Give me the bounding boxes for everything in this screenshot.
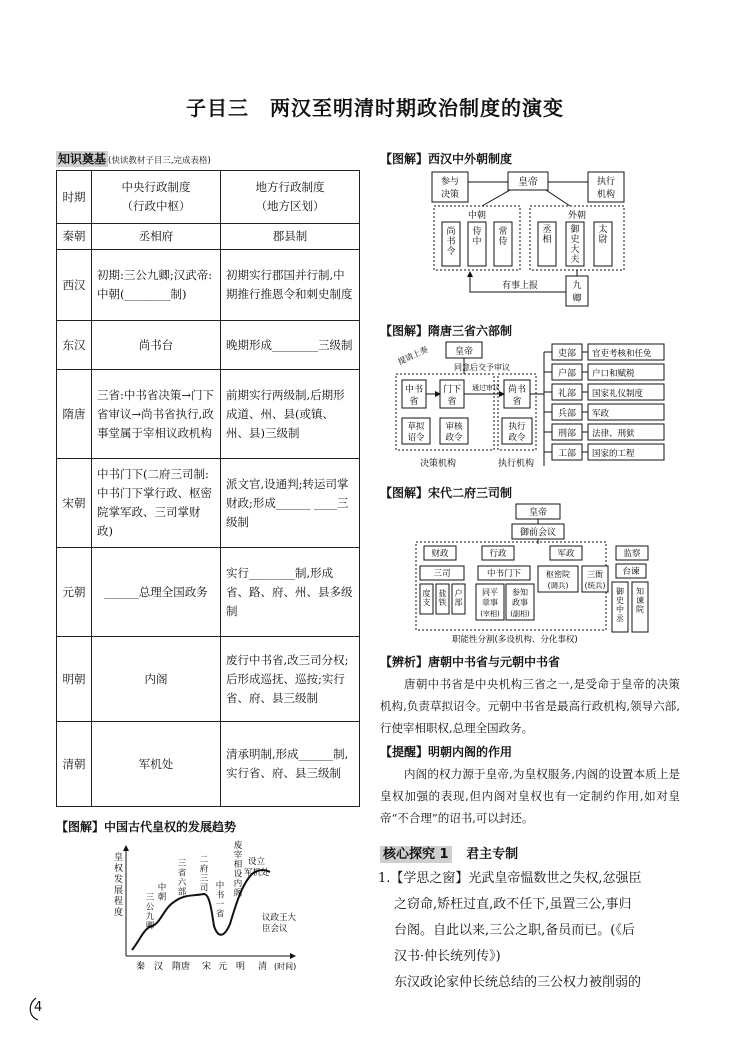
svg-text:御: 御: [616, 587, 624, 596]
dynasty-label: 汉: [154, 962, 164, 972]
svg-text:尉: 尉: [598, 235, 608, 245]
svg-text:皇: 皇: [114, 853, 124, 863]
svg-text:一: 一: [215, 900, 225, 910]
svg-text:大: 大: [570, 245, 580, 255]
svg-text:通过审议: 通过审议: [472, 384, 500, 392]
knowledge-heading: [56, 150, 211, 167]
han-inner-item: [472, 225, 481, 247]
svg-text:权: 权: [114, 864, 124, 874]
svg-text:发: 发: [114, 875, 124, 885]
song-category: 监察: [623, 549, 641, 559]
svg-text:阁: 阁: [233, 888, 243, 899]
svg-text:谏: 谏: [636, 596, 644, 605]
svg-text:卿: 卿: [572, 294, 582, 304]
svg-text:书: 书: [215, 890, 225, 901]
svg-text:枢密院: 枢密院: [546, 570, 570, 579]
ministry-row: [544, 384, 664, 400]
period-cell: 东汉: [57, 321, 92, 370]
svg-text:省: 省: [177, 868, 187, 879]
trend-xlabel: (时间): [274, 962, 297, 971]
sui-heading: 【图解】隋唐三省六部制: [380, 324, 513, 338]
trend-annotation: [244, 856, 270, 878]
local-cell: 实行________制,形成省、路、府、州、县多级制: [221, 548, 360, 637]
han-outer-item: [542, 224, 551, 245]
question-line: 台阁。自此以来,三公之职,备员而已。(《后: [394, 923, 635, 938]
svg-text:六: 六: [177, 878, 187, 888]
svg-text:(副相): (副相): [510, 610, 530, 618]
svg-text:兵部: 兵部: [557, 409, 577, 419]
dynasty-label: 清: [258, 962, 268, 972]
central-cell: 丞相府: [92, 224, 221, 250]
page-title: 子目三 两汉至明清时期政治制度的演变: [186, 96, 564, 120]
han-report: 有事上报: [502, 281, 539, 291]
han-diagram: [430, 168, 640, 318]
song-category: 行政: [489, 549, 507, 559]
svg-text:尚: 尚: [446, 227, 456, 237]
table-row: [57, 637, 360, 722]
period-cell: 元朝: [57, 548, 92, 637]
period-cell: 明朝: [57, 637, 92, 722]
sui-emperor: 皇帝: [454, 347, 474, 357]
han-outer-label: 外朝: [567, 211, 587, 221]
svg-text:机构: 机构: [596, 190, 616, 200]
svg-text:公: 公: [145, 902, 155, 913]
local-cell: 清承明制,形成______制,实行省、府、县三级制: [221, 722, 360, 807]
table-header-central: 中央行政制度 （行政中枢）: [92, 171, 221, 224]
han-outer-item: [570, 223, 579, 265]
svg-text:废: 废: [233, 841, 243, 851]
han-outer-item: [598, 223, 607, 245]
svg-text:户: 户: [454, 589, 463, 598]
svg-text:礼部: 礼部: [557, 389, 577, 399]
dynasty-label: 宋: [202, 962, 212, 972]
svg-text:工部: 工部: [557, 449, 577, 459]
song-sansi-item: [439, 588, 447, 607]
svg-text:三: 三: [177, 859, 187, 869]
central-cell: 内阁: [92, 637, 221, 722]
svg-text:铁: 铁: [438, 598, 447, 607]
svg-text:户口和赋税: 户口和赋税: [592, 369, 635, 379]
trend-ylabel: [114, 851, 123, 918]
svg-text:政事: 政事: [512, 598, 528, 607]
han-inner-item: [446, 225, 455, 257]
local-cell: 废行中书省,改三司分权;后形成巡抚、巡按;实行省、府、县三级制: [221, 637, 360, 722]
svg-text:门下: 门下: [442, 385, 462, 395]
period-cell: 西汉: [57, 250, 92, 321]
svg-text:展: 展: [114, 886, 124, 896]
svg-text:御: 御: [570, 225, 580, 235]
svg-text:执行: 执行: [508, 422, 526, 432]
song-diagram: [412, 502, 672, 647]
ministry-row: [544, 444, 664, 460]
svg-text:度: 度: [422, 589, 431, 598]
svg-text:九: 九: [572, 281, 582, 291]
svg-text:丞: 丞: [616, 614, 624, 623]
svg-text:令: 令: [446, 247, 456, 257]
svg-text:三衙: 三衙: [587, 570, 603, 579]
svg-text:臣会议: 臣会议: [262, 924, 288, 934]
svg-text:府: 府: [199, 864, 209, 875]
table-header-local: 地方行政制度 （地方区划）: [221, 171, 360, 224]
svg-text:审核: 审核: [445, 422, 463, 432]
local-cell: 前期实行两级制,后期形成道、州、县(或镇、州、县)三级制: [221, 370, 360, 459]
svg-text:内: 内: [233, 879, 243, 889]
question-line: 之窃命,矫枉过直,政不任下,虽置三公,事归: [394, 897, 632, 912]
song-emperor: 皇帝: [528, 508, 548, 518]
svg-text:省: 省: [512, 397, 522, 407]
svg-text:(宰相): (宰相): [480, 610, 500, 618]
central-cell: 军机处: [92, 722, 221, 807]
song-category: 军政: [557, 549, 575, 559]
song-taijian-item: [616, 586, 624, 623]
svg-text:知: 知: [636, 587, 644, 596]
trend-annotation: [178, 859, 187, 898]
svg-text:执行: 执行: [596, 177, 616, 187]
dynasty-label: 秦: [136, 962, 146, 972]
svg-text:官吏考核和任免: 官吏考核和任免: [592, 349, 652, 359]
han-inner-label: 中朝: [467, 211, 487, 221]
svg-text:章事: 章事: [482, 598, 498, 607]
svg-text:吏部: 吏部: [557, 349, 577, 359]
trend-diagram: [110, 838, 355, 973]
svg-text:省: 省: [409, 397, 419, 407]
svg-text:决策: 决策: [440, 190, 460, 200]
question-line: 汉书·仲长统列传》): [394, 949, 501, 964]
svg-text:(调兵): (调兵): [547, 581, 569, 590]
svg-text:二: 二: [199, 855, 209, 865]
table-row: [57, 548, 360, 637]
svg-text:政令: 政令: [445, 433, 463, 443]
dynasty-label: 明: [236, 962, 246, 972]
svg-text:国家的工程: 国家的工程: [592, 449, 635, 459]
trend-annotations: [146, 840, 297, 934]
svg-text:中: 中: [472, 237, 482, 247]
svg-text:议政王大: 议政王大: [262, 913, 297, 923]
song-sansi: 三司: [433, 569, 451, 579]
table-header-period: 时期: [57, 171, 92, 224]
knowledge-tag: 知识奠基: [58, 152, 107, 166]
core-title: 君主专制: [466, 847, 519, 862]
song-sansi-item: [455, 588, 463, 607]
central-cell: 初期:三公九卿;汉武帝:中朝(________制): [92, 250, 221, 321]
table-row: [57, 250, 360, 321]
svg-text:支: 支: [422, 598, 431, 607]
svg-text:中书: 中书: [404, 385, 424, 395]
table-row: [57, 459, 360, 548]
svg-text:司: 司: [199, 883, 209, 894]
central-cell: 中书门下(二府三司制:中书门下掌行政、枢密院掌军政、三司掌财政): [92, 459, 221, 548]
han-heading: 【图解】西汉中外朝制度: [380, 152, 513, 166]
dynasty-label: 隋唐: [172, 962, 191, 972]
svg-text:军政: 军政: [592, 409, 610, 419]
svg-text:中: 中: [157, 883, 167, 893]
local-cell: 晚期形成________三级制: [221, 321, 360, 370]
svg-text:参与: 参与: [440, 177, 460, 187]
sui-submit: 提请上奏: [396, 344, 430, 367]
song-heading: 【图解】宋代二府三司制: [380, 486, 513, 500]
bianxi-text: 唐朝中书省是中央机构三省之一,是受命于皇帝的决策机构,负责草拟诏令。元朝中书省是最高行政机构,领导六部,行使宰相职权,总理全国政务。: [380, 677, 680, 735]
svg-text:三: 三: [199, 874, 209, 884]
ministry-row: [544, 364, 664, 380]
han-inner-item: [498, 225, 507, 247]
ministry-row: [544, 344, 664, 360]
tixing-heading: 【提醒】明朝内阁的作用: [380, 745, 513, 759]
svg-text:草拟: 草拟: [407, 422, 425, 432]
svg-text:太: 太: [598, 225, 608, 235]
sui-diagram: [394, 338, 694, 478]
question-line: 1.【学思之窗】光武皇帝愠数世之失权,忿强臣: [378, 871, 642, 886]
song-zsmx: 中书门下: [486, 569, 522, 579]
tixing-text: 内阁的权力源于皇帝,为皇权服务,内阁的设置本质上是皇权加强的表现,但内阁对皇权也有一定制约作用,如对皇帝“不合理”的诏书,可以封还。: [380, 767, 680, 825]
trend-xlabels: [136, 960, 296, 972]
table-row: [57, 722, 360, 807]
dynasty-label: 元: [218, 962, 228, 972]
question-1: [378, 866, 688, 996]
svg-text:盐: 盐: [438, 589, 447, 598]
song-sansi-item: [423, 588, 431, 607]
svg-text:设立: 设立: [248, 857, 266, 867]
svg-text:卿: 卿: [145, 921, 155, 932]
sui-exec-org: 执行机构: [498, 459, 535, 469]
ministry-row: [544, 424, 664, 440]
local-cell: 派文官,设通判;转运司掌财政;形成______ ____三级制: [221, 459, 360, 548]
svg-text:国家礼仪制度: 国家礼仪制度: [592, 389, 644, 399]
period-cell: 清朝: [57, 722, 92, 807]
question-line: 东汉政论家仲长统总结的三公权力被削弱的: [394, 975, 642, 990]
svg-text:省: 省: [215, 909, 225, 920]
trend-annotation: [200, 855, 209, 894]
svg-text:院: 院: [636, 605, 644, 614]
period-cell: 隋唐: [57, 370, 92, 459]
svg-text:省: 省: [447, 397, 457, 407]
trend-annotation: [146, 893, 155, 932]
table-row: [57, 224, 360, 250]
song-taijian-item: [636, 586, 644, 614]
svg-text:刑部: 刑部: [557, 429, 577, 439]
trend-annotation: [216, 880, 225, 920]
svg-text:程: 程: [114, 897, 124, 907]
song-council: 御前会议: [519, 528, 557, 538]
sui-decision: 决策机构: [420, 459, 457, 469]
svg-text:相: 相: [233, 860, 243, 870]
ministry-row: [544, 404, 664, 420]
svg-text:九: 九: [145, 912, 155, 922]
song-zsmx-item: 同平: [482, 588, 498, 597]
period-cell: 秦朝: [57, 224, 92, 250]
svg-text:相: 相: [542, 235, 552, 245]
knowledge-note: (快读教材子目三,完成表格): [108, 156, 211, 166]
svg-text:尚书: 尚书: [507, 385, 527, 395]
table-row: [57, 370, 360, 459]
svg-text:中: 中: [215, 881, 225, 891]
svg-text:设: 设: [233, 869, 243, 880]
svg-text:诏令: 诏令: [407, 433, 425, 443]
sui-review: 同意后交予审议: [454, 363, 510, 372]
svg-text:(统兵): (统兵): [584, 581, 606, 590]
han-emperor: 皇帝: [518, 177, 538, 188]
svg-text:度: 度: [114, 908, 124, 918]
trend-annotation: [158, 882, 167, 903]
svg-text:军机处: 军机处: [244, 868, 270, 878]
svg-text:三: 三: [145, 893, 155, 903]
politics-table: [56, 170, 360, 807]
local-cell: 郡县制: [221, 224, 360, 250]
bianxi-heading: 【辨析】唐朝中书省与元朝中书省: [380, 655, 561, 669]
table-row: [57, 321, 360, 370]
svg-text:户部: 户部: [557, 369, 577, 379]
svg-text:政令: 政令: [508, 433, 526, 443]
svg-text:史: 史: [616, 596, 624, 605]
svg-text:书: 书: [446, 237, 456, 247]
local-cell: 初期实行郡国并行制,中期推行推恩令和刺史制度: [221, 250, 360, 321]
svg-text:朝: 朝: [157, 892, 167, 903]
svg-text:史: 史: [570, 235, 580, 245]
table-header-row: [57, 171, 360, 224]
trend-annotation: [262, 912, 297, 934]
page-number-area: [26, 996, 60, 1022]
song-caption: 职能性分割(多设机构、分化事权): [452, 635, 578, 645]
central-cell: 尚书台: [92, 321, 221, 370]
svg-text:常: 常: [498, 227, 508, 237]
central-cell: ______总理全国政务: [92, 548, 221, 637]
svg-text:侍: 侍: [498, 237, 508, 247]
page-number: 4: [34, 1000, 43, 1015]
svg-text:夫: 夫: [570, 255, 580, 265]
svg-text:丞: 丞: [542, 225, 552, 235]
core-tag: 核心探究 1: [380, 846, 452, 863]
period-cell: 宋朝: [57, 459, 92, 548]
svg-text:部: 部: [454, 598, 463, 607]
central-cell: 三省:中书省决策→门下省审议→尚书省执行,政事堂属于宰相议政机构: [92, 370, 221, 459]
svg-text:部: 部: [177, 887, 187, 898]
trend-heading: 【图解】中国古代皇权的发展趋势: [56, 820, 237, 834]
svg-text:宰: 宰: [233, 850, 243, 861]
song-category: 财政: [431, 549, 449, 559]
song-taijian: 台谏: [622, 567, 640, 577]
core-heading: [380, 843, 518, 862]
trend-annotation: [234, 840, 243, 899]
song-zsmx-item: 参知: [512, 588, 528, 597]
svg-text:侍: 侍: [472, 227, 482, 237]
svg-text:中: 中: [616, 605, 624, 614]
svg-text:法律、刑狱: 法律、刑狱: [592, 429, 635, 439]
